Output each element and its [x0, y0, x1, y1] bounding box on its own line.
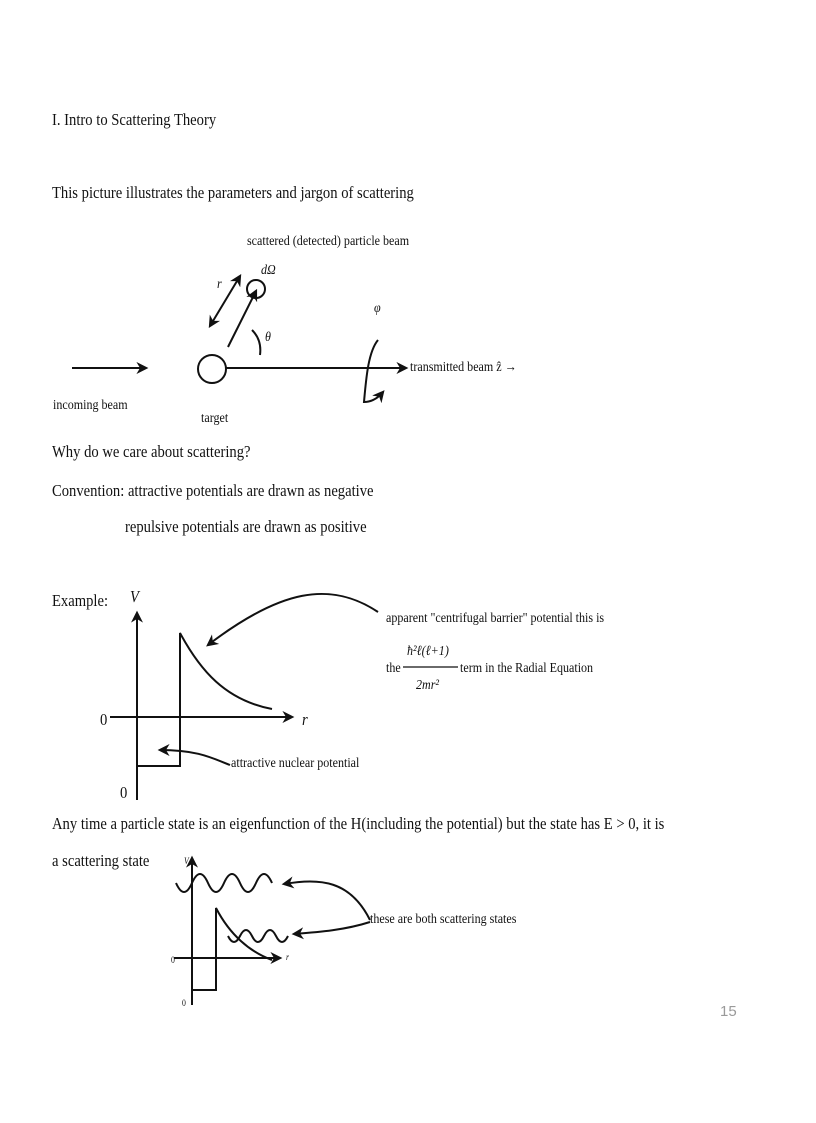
statement-line-1: Any time a particle state is an eigenfunction of the H(including the potential) but the state has E > 0, it is	[52, 814, 665, 833]
phi-label: φ	[374, 301, 381, 316]
centrifugal-barrier-curve	[180, 633, 272, 717]
solid-angle-label: dΩ	[261, 263, 276, 278]
scattering-diagram	[72, 276, 406, 402]
small-zero-left: 0	[171, 955, 175, 965]
intro-text: This picture illustrates the parameters and jargon of scattering	[52, 183, 414, 202]
target-label: target	[201, 411, 229, 426]
page-heading: I. Intro to Scattering Theory	[52, 110, 217, 129]
small-r-label: r	[286, 952, 290, 962]
theta-arc	[252, 330, 260, 355]
small-nuclear-well	[192, 958, 216, 990]
v-axis-label: V	[130, 587, 139, 606]
barrier-pointer-arrow	[208, 594, 378, 645]
nuclear-pointer-arrow	[160, 750, 230, 765]
r-axis-label: r	[302, 710, 308, 729]
why-question: Why do we care about scattering?	[52, 442, 251, 461]
centrifugal-annotation: apparent "centrifugal barrier" potential this is	[386, 611, 605, 626]
phi-rotation-arrow	[364, 340, 383, 402]
page-number: 15	[720, 1003, 737, 1020]
target-circle	[198, 355, 226, 383]
transmitted-beam-label: transmitted beam ẑ →	[410, 360, 517, 375]
formula-denominator: 2mr²	[416, 678, 440, 693]
nuclear-potential-label: attractive nuclear potential	[231, 756, 360, 771]
barrier-wave	[228, 930, 288, 942]
r-distance-arrow	[210, 276, 240, 326]
scattered-beam-label: scattered (detected) particle beam	[247, 234, 410, 249]
r-label: r	[217, 277, 222, 292]
nuclear-well	[137, 717, 180, 766]
lower-wave-pointer	[294, 922, 370, 934]
scattering-states-graph	[174, 858, 370, 1005]
free-wave	[176, 874, 272, 892]
annotation-the: the	[386, 661, 401, 676]
convention-line-2: repulsive potentials are drawn as positive	[125, 517, 367, 536]
small-barrier-curve	[216, 908, 272, 960]
statement-line-2: a scattering state	[52, 851, 150, 870]
annotation-rest: term in the Radial Equation	[460, 661, 594, 676]
small-v-label: V	[184, 856, 189, 866]
upper-wave-pointer	[284, 881, 370, 920]
scattering-states-label: these are both scattering states	[370, 912, 517, 927]
formula-numerator: ħ²ℓ(ℓ+1)	[407, 644, 449, 659]
scattered-beam-arrow	[228, 291, 256, 347]
zero-left-label: 0	[100, 710, 108, 729]
small-zero-bottom: 0	[182, 998, 186, 1008]
example-label: Example:	[52, 591, 109, 610]
theta-label: θ	[265, 330, 271, 345]
incoming-beam-label: incoming beam	[53, 398, 128, 413]
potential-graph	[110, 594, 458, 800]
convention-line-1: Convention: attractive potentials are drawn as negative	[52, 481, 374, 500]
zero-bottom-label: 0	[120, 783, 128, 802]
solid-angle-circle	[247, 280, 265, 298]
